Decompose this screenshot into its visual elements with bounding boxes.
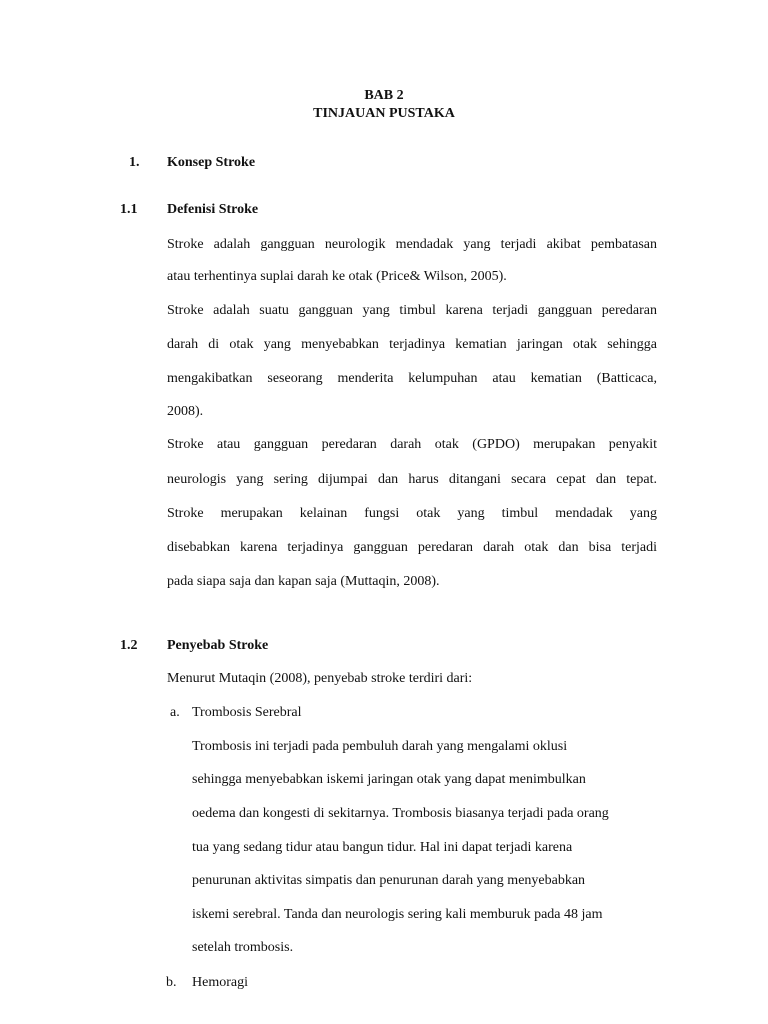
list-item-a-line: sehingga menyebabkan iskemi jaringan otak yang dapat menimbulkan (192, 772, 586, 787)
section-1-1-title: Defenisi Stroke (167, 202, 259, 217)
list-item-a-line: iskemi serebral. Tanda dan neurologis sering kali memburuk pada 48 jam (192, 907, 603, 922)
list-marker-a: a. (170, 705, 180, 720)
paragraph-line: disebabkan karena terjadinya gangguan peredaran darah otak dan bisa terjadi (167, 540, 657, 555)
paragraph-line: Stroke merupakan kelainan fungsi otak yang timbul mendadak yang (167, 506, 657, 521)
paragraph-line: neurologis yang sering dijumpai dan harus ditangani secara cepat dan tepat. (167, 472, 657, 487)
paragraph-line: atau terhentinya suplai darah ke otak (Price& Wilson, 2005). (167, 269, 507, 284)
paragraph-line: 2008). (167, 404, 204, 419)
paragraph-line: Stroke adalah suatu gangguan yang timbul karena terjadi gangguan peredaran (167, 303, 657, 318)
paragraph-line: Stroke adalah gangguan neurologik mendadak yang terjadi akibat pembatasan (167, 237, 657, 252)
paragraph-line: pada siapa saja dan kapan saja (Muttaqin, 2008). (167, 574, 440, 589)
chapter-number: BAB 2 (364, 88, 404, 103)
section-1-1-number: 1.1 (120, 202, 138, 217)
list-item-a-line: penurunan aktivitas simpatis dan penurunan darah yang menyebabkan (192, 873, 586, 888)
section-1-number: 1. (129, 155, 140, 170)
list-marker-b: b. (166, 975, 177, 990)
list-item-a-line: Trombosis ini terjadi pada pembuluh darah yang mengalami oklusi (192, 739, 568, 754)
list-item-a-line: setelah trombosis. (192, 940, 294, 955)
chapter-title: TINJAUAN PUSTAKA (313, 106, 455, 121)
list-item-b-title: Hemoragi (192, 975, 248, 990)
paragraph-line: mengakibatkan seseorang menderita kelumpuhan atau kematian (Batticaca, (167, 371, 657, 386)
list-item-a-line: tua yang sedang tidur atau bangun tidur. Hal ini dapat terjadi karena (192, 840, 573, 855)
paragraph-line: darah di otak yang menyebabkan terjadinya kematian jaringan otak sehingga (167, 337, 657, 352)
section-1-2-title: Penyebab Stroke (167, 638, 269, 653)
section-1-2-intro: Menurut Mutaqin (2008), penyebab stroke terdiri dari: (167, 671, 473, 686)
section-1-title: Konsep Stroke (167, 155, 256, 170)
list-item-a-line: oedema dan kongesti di sekitarnya. Trombosis biasanya terjadi pada orang (192, 806, 609, 821)
paragraph-line: Stroke atau gangguan peredaran darah otak (GPDO) merupakan penyakit (167, 437, 657, 452)
section-1-2-number: 1.2 (120, 638, 138, 653)
list-item-a-title: Trombosis Serebral (192, 705, 302, 720)
